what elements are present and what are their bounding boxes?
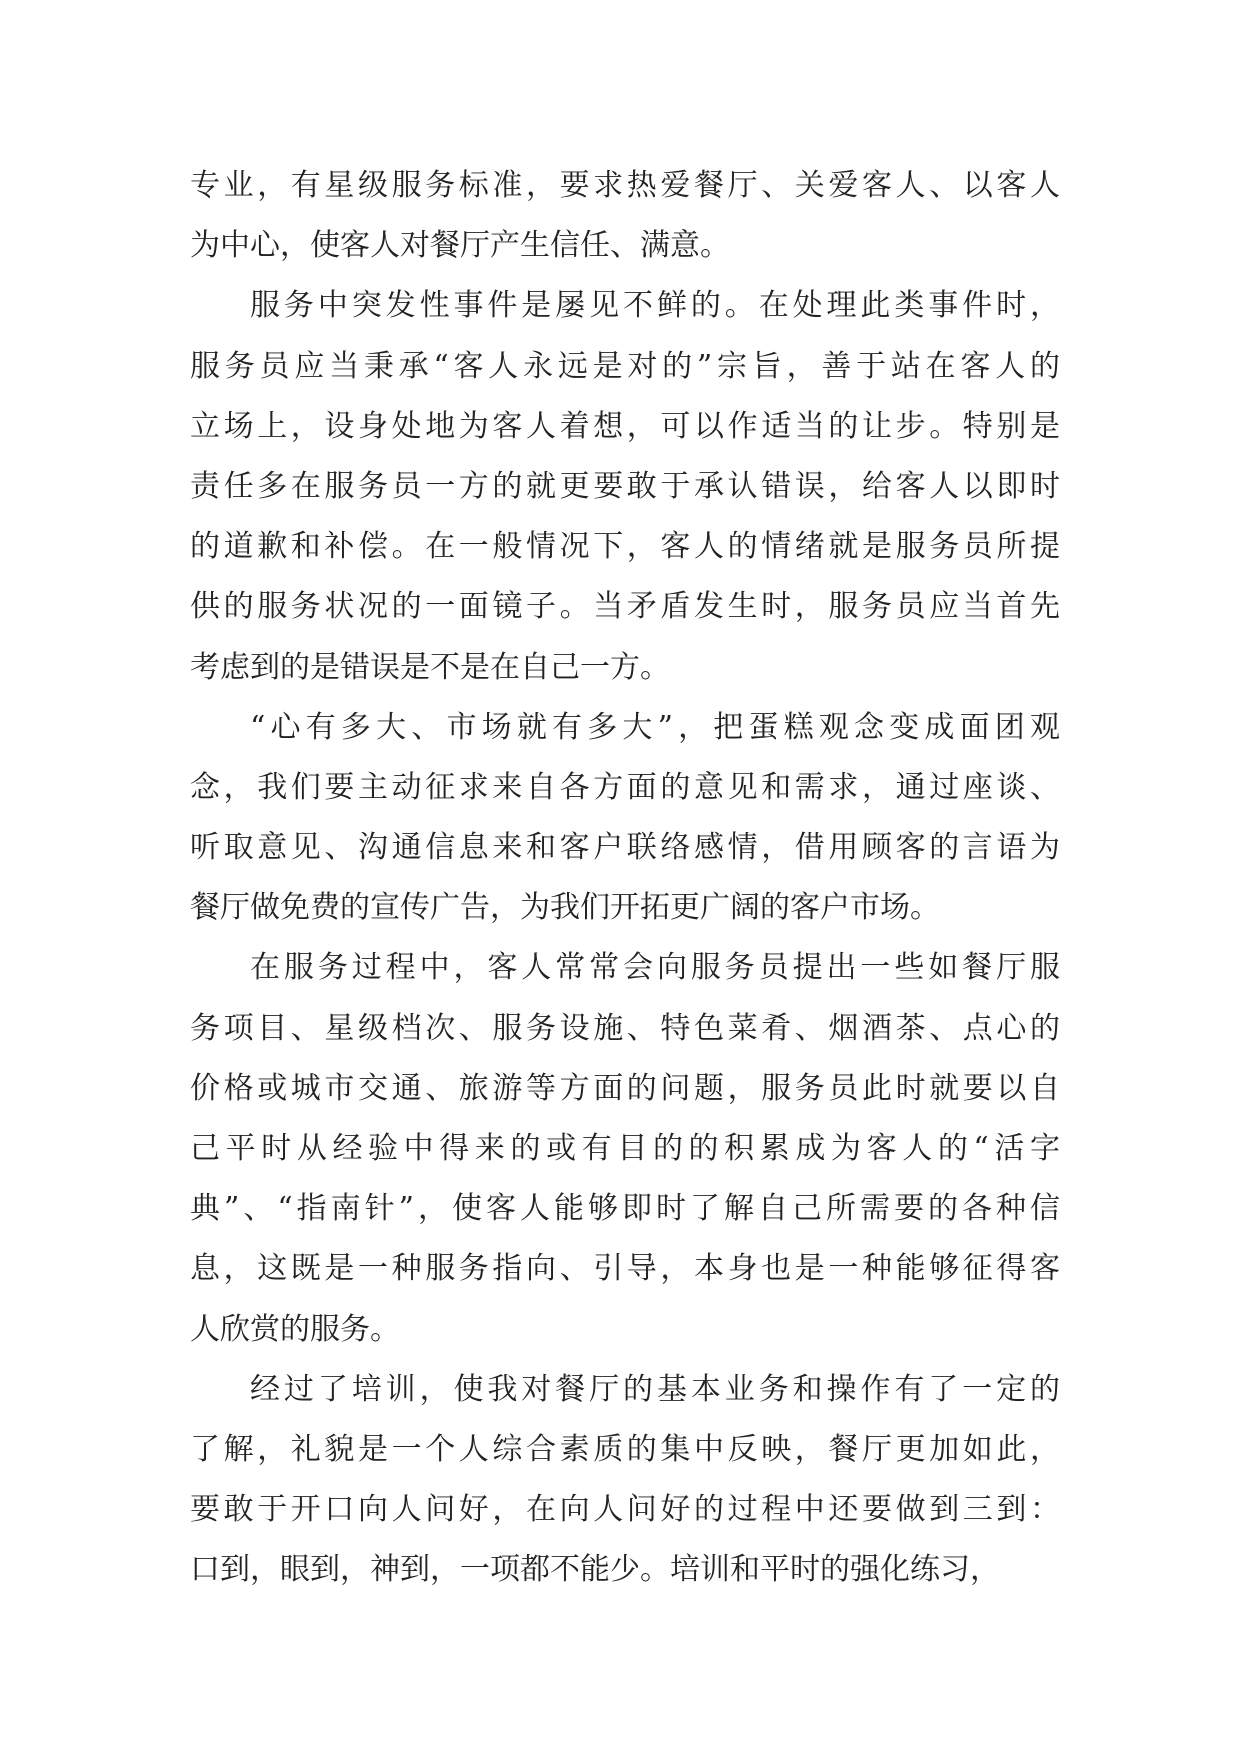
text-line: 了解，礼貌是一个人综合素质的集中反映，餐厅更加如此， [190, 1431, 1060, 1467]
text-line: “心有多大、市场就有多大”，把蛋糕观念变成面团观 [250, 709, 1060, 745]
text-line: 人欣赏的服务。 [190, 1311, 400, 1347]
text-line: 供的服务状况的一面镜子。当矛盾发生时，服务员应当首先 [190, 589, 1060, 625]
text-line: 餐厅做免费的宣传广告，为我们开拓更广阔的客户市场。 [190, 890, 940, 926]
text-line: 务项目、星级档次、服务设施、特色菜肴、烟酒茶、点心的 [190, 1010, 1060, 1046]
text-line: 经过了培训，使我对餐厅的基本业务和操作有了一定的 [250, 1371, 1060, 1407]
text-line: 典”、“指南针”，使客人能够即时了解自己所需要的各种信 [190, 1191, 1060, 1227]
text-line: 价格或城市交通、旅游等方面的问题，服务员此时就要以自 [190, 1070, 1060, 1106]
text-line: 的道歉和补偿。在一般情况下，客人的情绪就是服务员所提 [190, 529, 1060, 565]
text-line: 在服务过程中，客人常常会向服务员提出一些如餐厅服 [250, 950, 1060, 986]
text-line: 立场上，设身处地为客人着想，可以作适当的让步。特别是 [190, 408, 1060, 444]
text-line: 己平时从经验中得来的或有目的的积累成为客人的“活字 [190, 1131, 1060, 1166]
document-body [190, 156, 1060, 1601]
paragraph [190, 156, 1060, 276]
text-line: 要敢于开口向人问好，在向人问好的过程中还要做到三到： [190, 1492, 1060, 1528]
paragraph [190, 1360, 1060, 1601]
paragraph [190, 698, 1060, 939]
text-line: 考虑到的是错误是不是在自己一方。 [190, 649, 670, 685]
paragraph [190, 276, 1060, 697]
text-line: 念，我们要主动征求来自各方面的意见和需求，通过座谈、 [190, 769, 1060, 805]
text-line: 听取意见、沟通信息来和客户联络感情，借用顾客的言语为 [190, 830, 1060, 866]
text-line: 专业，有星级服务标准，要求热爱餐厅、关爱客人、以客人 [190, 168, 1060, 203]
text-line: 服务中突发性事件是屡见不鲜的。在处理此类事件时， [250, 288, 1060, 324]
text-line: 为中心，使客人对餐厅产生信任、满意。 [190, 228, 730, 264]
text-line: 口到，眼到，神到，一项都不能少。培训和平时的强化练习， [190, 1552, 1000, 1588]
text-line: 责任多在服务员一方的就更要敢于承认错误，给客人以即时 [190, 468, 1060, 504]
paragraph [190, 938, 1060, 1359]
text-line: 息，这既是一种服务指向、引导，本身也是一种能够征得客 [190, 1251, 1060, 1287]
text-line: 服务员应当秉承“客人永远是对的”宗旨，善于站在客人的 [190, 348, 1060, 384]
